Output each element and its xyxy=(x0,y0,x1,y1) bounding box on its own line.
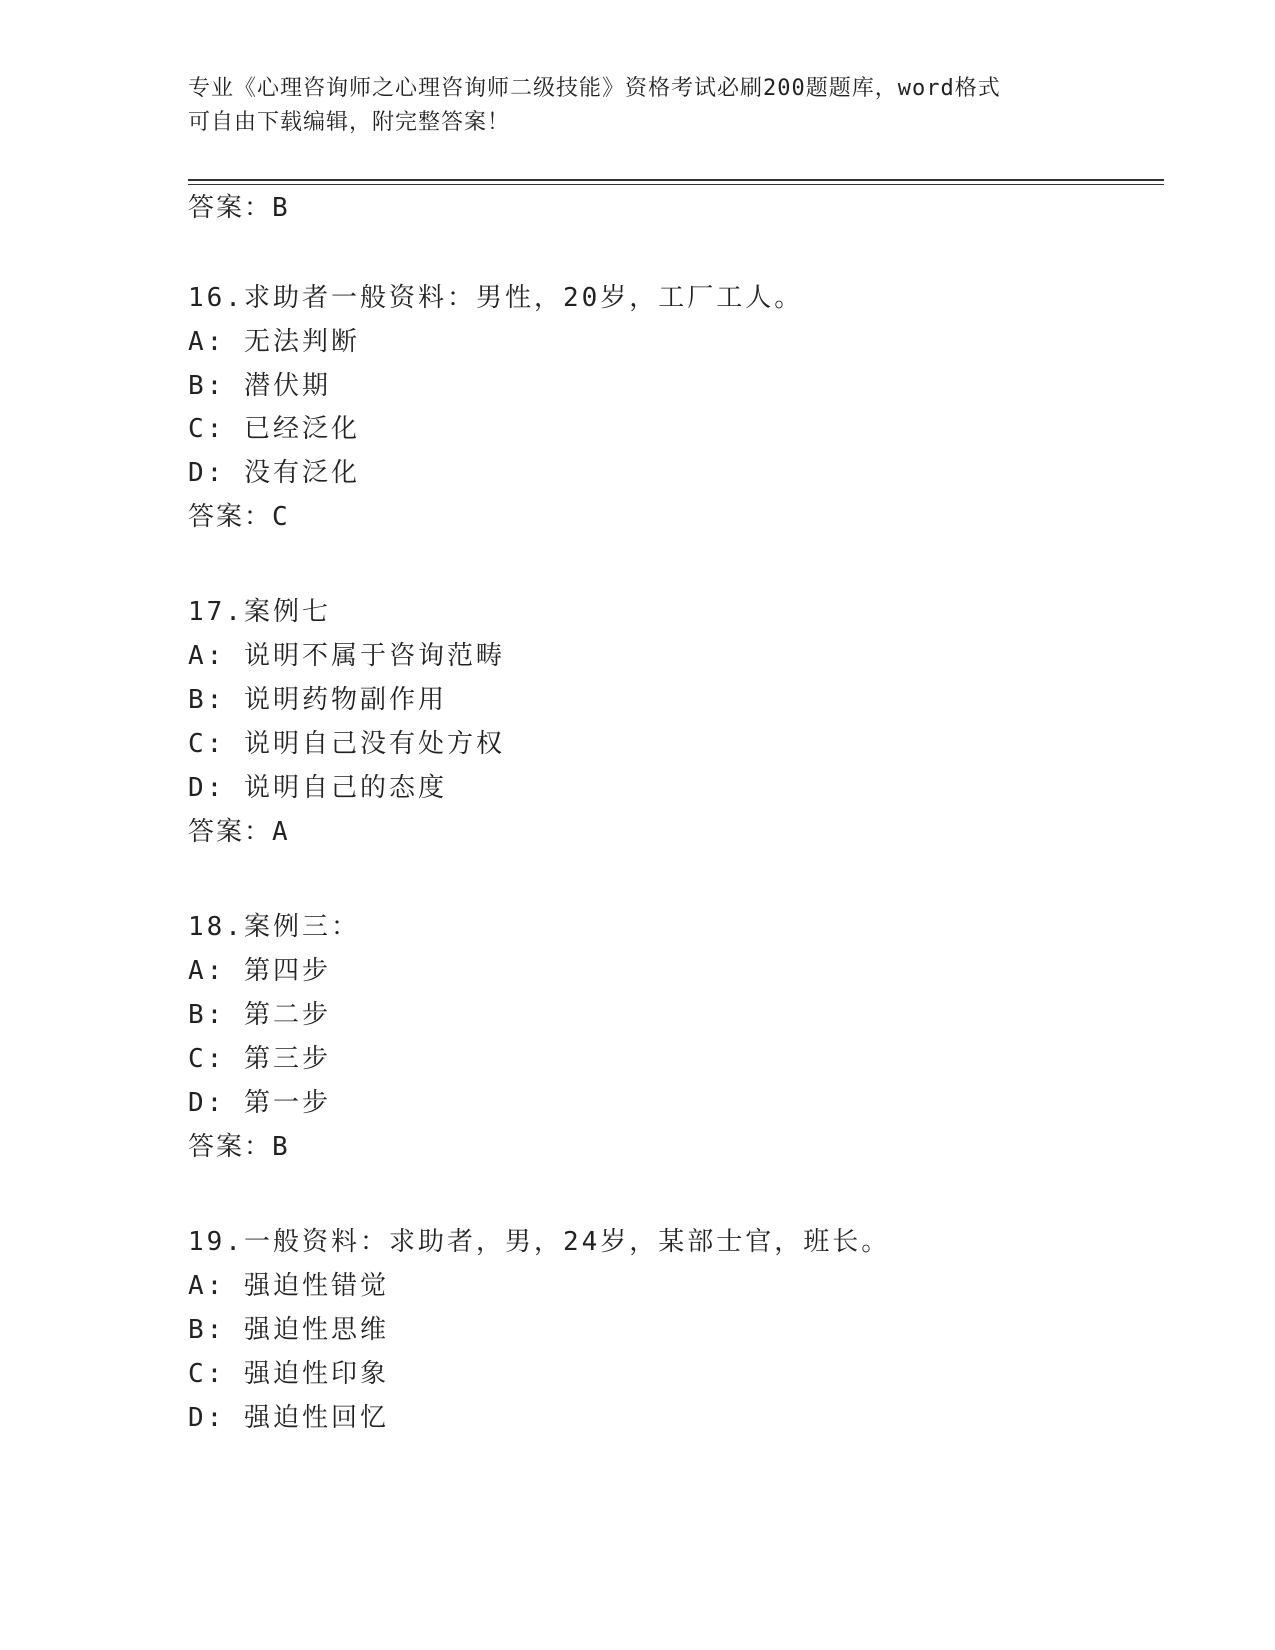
header-divider xyxy=(188,179,1164,181)
option-b: B: 潜伏期 xyxy=(188,371,331,401)
option-d: D: 强迫性回忆 xyxy=(188,1403,389,1433)
option-a: A: 说明不属于咨询范畴 xyxy=(188,641,505,671)
answer-line: 答案：C xyxy=(188,502,290,532)
option-c: C: 第三步 xyxy=(188,1044,331,1074)
document-header xyxy=(188,72,1088,140)
option-b: B: 第二步 xyxy=(188,1000,331,1030)
answer-line: 答案：A xyxy=(188,817,290,847)
question-stem: 18.案例三： xyxy=(188,912,360,942)
option-c: C: 已经泛化 xyxy=(188,414,360,444)
question-stem: 16.求助者一般资料：男性，20岁，工厂工人。 xyxy=(188,283,804,313)
question-stem: 19.一般资料：求助者，男，24岁，某部士官，班长。 xyxy=(188,1227,891,1257)
option-a: A: 强迫性错觉 xyxy=(188,1271,389,1301)
question-stem: 17.案例七 xyxy=(188,597,331,627)
option-c: C: 强迫性印象 xyxy=(188,1359,389,1389)
option-d: D: 说明自己的态度 xyxy=(188,773,447,803)
answer-line: 答案：B xyxy=(188,193,290,223)
option-d: D: 第一步 xyxy=(188,1088,331,1118)
option-c: C: 说明自己没有处方权 xyxy=(188,729,505,759)
option-d: D: 没有泛化 xyxy=(188,458,360,488)
option-a: A: 无法判断 xyxy=(188,327,360,357)
header-line-1: 专业《心理咨询师之心理咨询师二级技能》资格考试必刷200题题库，word格式 xyxy=(188,76,1001,101)
header-line-2: 可自由下载编辑，附完整答案！ xyxy=(188,110,511,135)
answer-line: 答案：B xyxy=(188,1132,290,1162)
option-b: B: 强迫性思维 xyxy=(188,1315,389,1345)
header-divider-thin xyxy=(188,184,1164,185)
option-b: B: 说明药物副作用 xyxy=(188,685,447,715)
option-a: A: 第四步 xyxy=(188,956,331,986)
